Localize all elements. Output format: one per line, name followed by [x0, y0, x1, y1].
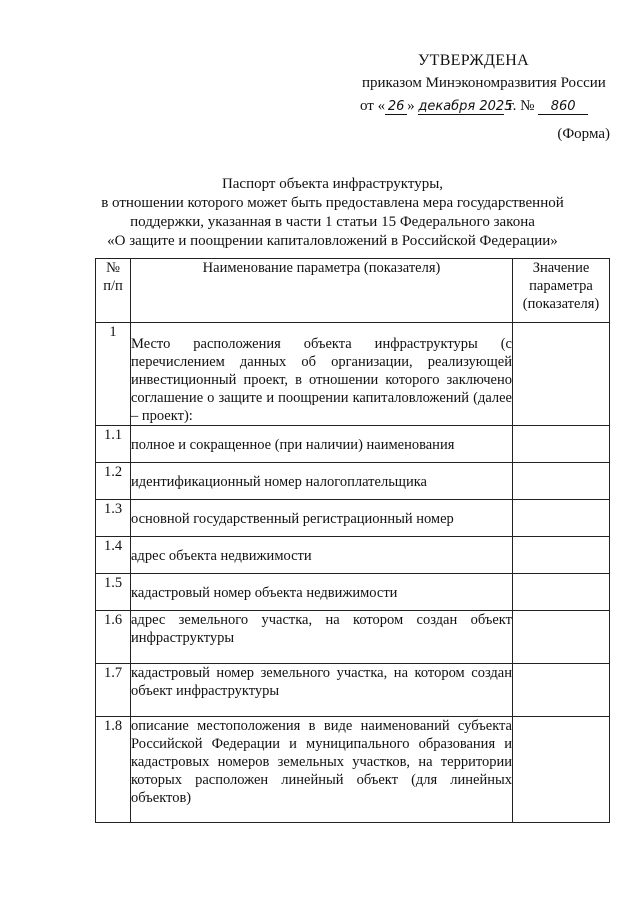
row-value-cell[interactable] [513, 537, 610, 574]
row-parameter-name: адрес объекта недвижимости [131, 537, 513, 574]
row-parameter-name: описание местоположения в виде наименований субъекта Российской Федерации и муниципального образования и кадастровых номеров земельных участков, на территории которых расположен линейный объект (для линейных объектов) [131, 717, 513, 823]
row-parameter-name: идентификационный номер налогоплательщика [131, 463, 513, 500]
row-parameter-name: основной государственный регистрационный номер [131, 500, 513, 537]
row-value-cell[interactable] [513, 500, 610, 537]
row-number: 1.3 [96, 500, 131, 537]
row-value-cell[interactable] [513, 426, 610, 463]
table-row [96, 611, 610, 664]
row-parameter-name: кадастровый номер объекта недвижимости [131, 574, 513, 611]
row-value-cell[interactable] [513, 717, 610, 823]
row-number: 1.7 [96, 664, 131, 717]
from-prefix: от « [360, 98, 386, 114]
table-row [96, 426, 610, 463]
row-number: 1 [96, 323, 131, 426]
handwritten-month-year: декабря 2025 [418, 99, 513, 114]
table-header-row [96, 259, 610, 323]
row-number: 1.1 [96, 426, 131, 463]
table-row [96, 500, 610, 537]
table-row [96, 537, 610, 574]
row-parameter-name: Место расположения объекта инфраструктуры (с перечислением данных об организации, реализующей инвестиционный проект, в отношении которого заключено соглашение о защите и поощрении капиталовложений (далее – проект): [131, 323, 513, 426]
document-title-line-1: Паспорт объекта инфраструктуры, [221, 176, 444, 192]
table-row [96, 664, 610, 717]
header-number-line-2: п/п [103, 278, 123, 294]
approval-order: приказом Минэкономразвития России [362, 75, 606, 91]
header-parameter-name: Наименование параметра (показателя) [131, 259, 513, 323]
quote-close: » [407, 98, 415, 114]
handwritten-day: 26 [385, 99, 407, 115]
parameters-table [95, 258, 610, 823]
table-row [96, 463, 610, 500]
form-label: (Форма) [557, 126, 610, 142]
year-suffix: г. № [508, 98, 535, 114]
row-value-cell[interactable] [513, 664, 610, 717]
document-title-line-2: в отношении которого может быть предоставлена мера государственной [101, 195, 564, 211]
row-number: 1.2 [96, 463, 131, 500]
row-number: 1.5 [96, 574, 131, 611]
row-value-cell[interactable] [513, 323, 610, 426]
header-number-line-1: № [106, 260, 120, 276]
table-row [96, 574, 610, 611]
row-parameter-name: полное и сокращенное (при наличии) наименования [131, 426, 513, 463]
row-value-cell[interactable] [513, 611, 610, 664]
document-title [60, 175, 605, 251]
row-number: 1.8 [96, 717, 131, 823]
row-parameter-name: кадастровый номер земельного участка, на котором создан объект инфраструктуры [131, 664, 513, 717]
header-parameter-value: Значение параметра (показателя) [513, 259, 610, 323]
table-row [96, 323, 610, 426]
document-title-line-4: «О защите и поощрении капиталовложений в Российской Федерации» [107, 233, 558, 249]
row-parameter-name: адрес земельного участка, на котором создан объект инфраструктуры [131, 611, 513, 664]
table-row [96, 717, 610, 823]
approval-title: УТВЕРЖДЕНА [418, 52, 530, 69]
approval-date-line [360, 98, 625, 115]
row-value-cell[interactable] [513, 463, 610, 500]
row-number: 1.6 [96, 611, 131, 664]
row-value-cell[interactable] [513, 574, 610, 611]
handwritten-order-number: 860 [538, 99, 588, 115]
header-number [96, 259, 131, 323]
document-title-line-3: поддержки, указанная в части 1 статьи 15 Федерального закона [130, 214, 535, 230]
row-number: 1.4 [96, 537, 131, 574]
